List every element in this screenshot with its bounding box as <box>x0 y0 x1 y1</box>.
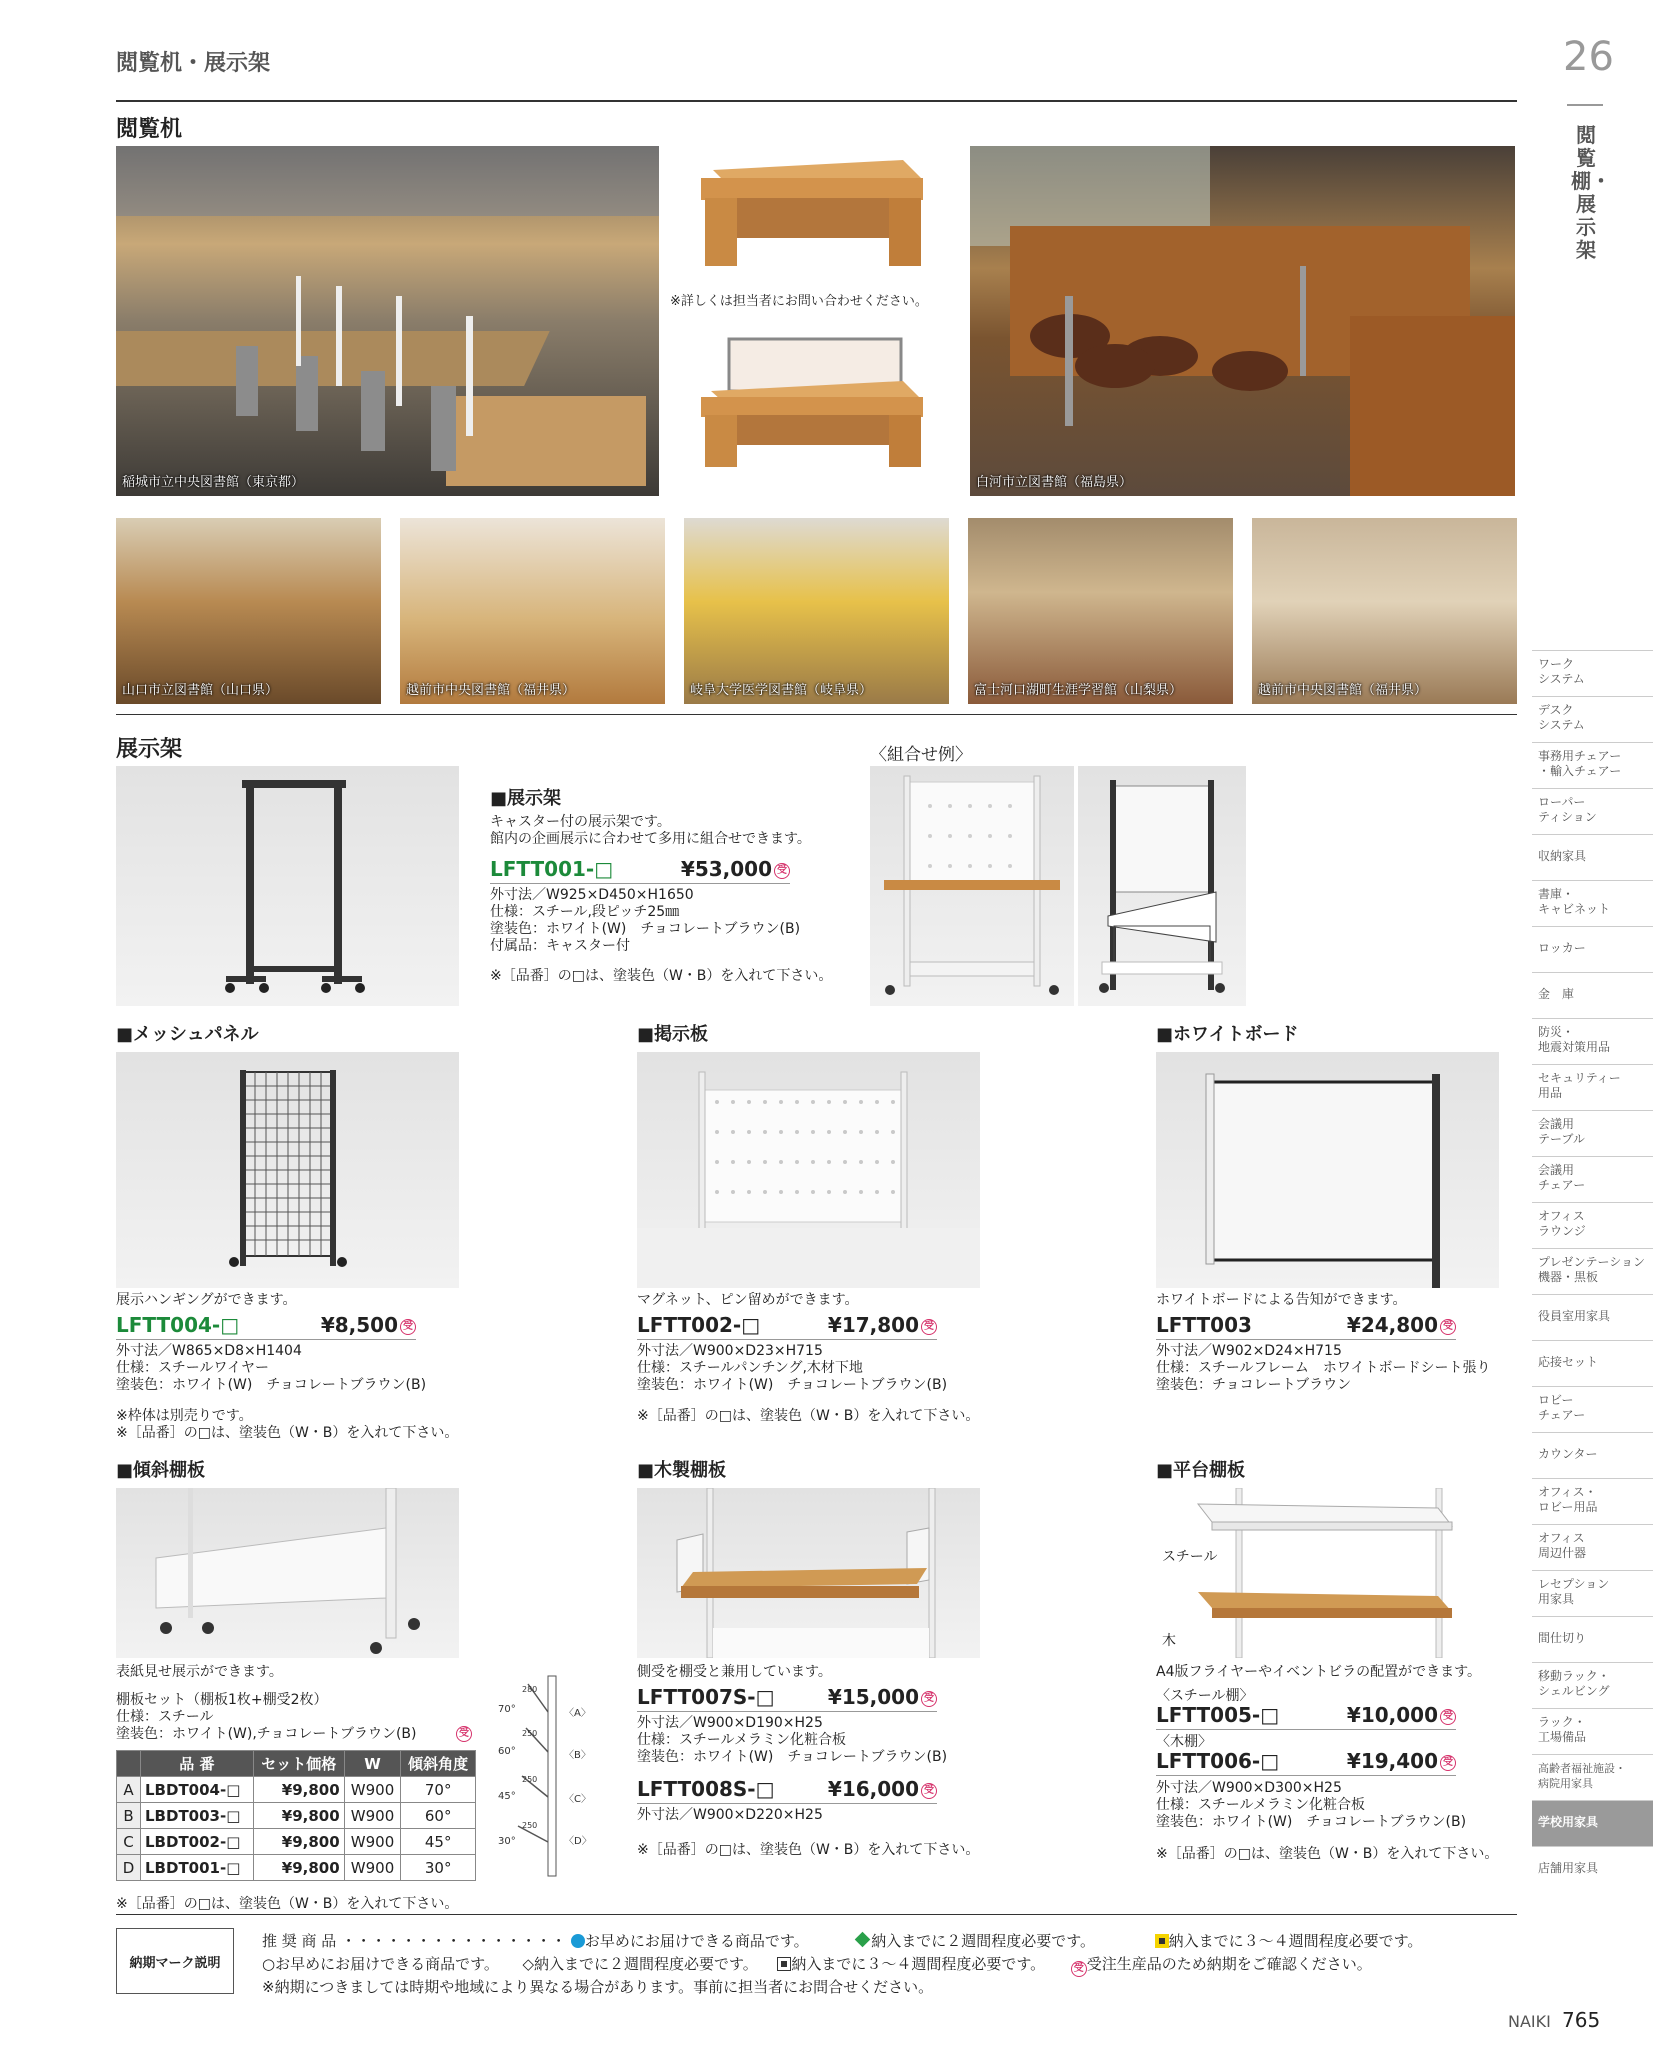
product-code: LFTT004-□ <box>116 1313 240 1337</box>
row-price: ¥9,800 <box>253 1777 344 1803</box>
sidebar-item[interactable] <box>1532 1570 1653 1616</box>
product-code: LFTT002-□ <box>637 1313 761 1337</box>
brand-name: NAIKI <box>1508 2012 1551 2031</box>
mesh-code-row <box>116 1312 416 1340</box>
product-code: LFTT006-□ <box>1156 1749 1280 1773</box>
heading-bulletin-board: ■掲示板 <box>637 1024 709 1045</box>
sidebar-item[interactable] <box>1532 1340 1653 1386</box>
whiteboard-desc: ホワイトボードによる告知ができます。 <box>1156 1292 1407 1308</box>
legend-text: 納入までに２週間程度必要です。 <box>871 1932 1096 1950</box>
heading-display-rack: ■展示架 <box>490 788 562 809</box>
slant-desc: 表紙見せ展示ができます。 <box>116 1664 283 1680</box>
made-to-order-mark: 受 <box>1440 1755 1456 1771</box>
product-price: ¥8,500 <box>320 1313 398 1337</box>
spec-line: 仕様：スチール <box>116 1709 214 1725</box>
slant-specs <box>116 1692 416 1743</box>
sidebar-item[interactable] <box>1532 1708 1653 1754</box>
sidebar-item-label: プレゼンテーション 機器・黒板 <box>1538 1255 1646 1284</box>
spec-line: 仕様：スチールメラミン化粧合板 <box>1156 1797 1366 1813</box>
rack-specs <box>490 887 800 955</box>
sidebar-item-label: 会議用 チェアー <box>1538 1163 1586 1192</box>
legend-text: 納入までに３～４週間程度必要です。 <box>1168 1932 1423 1950</box>
section-dash <box>1567 104 1603 106</box>
legend-row-3: ※納期につきましては時期や地域により異なる場合があります。事前に担当者にお問合せください。 <box>262 1978 934 1996</box>
rack-image-frame <box>116 766 459 1006</box>
sidebar-item[interactable] <box>1532 1616 1653 1662</box>
row-angle: 45° <box>401 1829 476 1855</box>
made-to-order-mark: 受 <box>1440 1709 1456 1725</box>
section-rule <box>116 714 1517 715</box>
photo-caption: 越前市中央図書館（福井県） <box>406 683 576 698</box>
wood-specs-2: 外寸法／W900×D220×H25 <box>637 1807 823 1823</box>
row-code: LBDT004-□ <box>141 1777 254 1803</box>
table-row <box>117 1855 476 1881</box>
legend-row-2 <box>262 1953 1372 1977</box>
product-code: LFTT007S-□ <box>637 1685 775 1709</box>
sidebar-item-label: デスク システム <box>1538 703 1585 732</box>
row-angle: 60° <box>401 1803 476 1829</box>
combo-label: 〈組合せ例〉 <box>870 745 972 765</box>
combo-drawing-brown <box>1078 766 1246 1006</box>
flat-code-row-2 <box>1156 1748 1456 1776</box>
sidebar-item-label: レセプション 用家具 <box>1538 1577 1610 1606</box>
row-code: LBDT002-□ <box>141 1829 254 1855</box>
photo-caption: 白河市立図書館（福島県） <box>976 475 1133 490</box>
sidebar-item-school-furniture[interactable] <box>1532 1800 1653 1846</box>
legend-text: お早めにお届けできる商品です。 <box>584 1932 809 1950</box>
header-rule <box>116 100 1517 102</box>
spec-line: 棚板セット（棚板1枚+棚受2枚） <box>116 1692 328 1708</box>
sidebar-item-label: ワーク システム <box>1538 657 1585 686</box>
row-letter: D <box>117 1855 141 1881</box>
sidebar-item[interactable] <box>1532 1478 1653 1524</box>
sidebar-item-label: オフィス 周辺什器 <box>1538 1531 1587 1560</box>
whiteboard-code-row <box>1156 1312 1456 1340</box>
desc-line: キャスター付の展示架です。 <box>490 814 671 830</box>
wood-shelf-drawing <box>637 1488 980 1658</box>
desk-note: ※詳しくは担当者にお問い合わせください。 <box>670 294 928 309</box>
pitch-label: 250 <box>522 1729 538 1738</box>
spec-line: 仕様：スチールワイヤー <box>116 1360 270 1376</box>
section-number: 26 <box>1563 34 1614 80</box>
sidebar-item-label: 高齢者福祉施設・ 病院用家具 <box>1538 1762 1626 1790</box>
spec-line: 外寸法／W900×D23×H715 <box>637 1343 823 1359</box>
spec-line: 付属品：キャスター付 <box>490 938 630 954</box>
row-code: LBDT001-□ <box>141 1855 254 1881</box>
sidebar-item[interactable] <box>1532 1018 1653 1064</box>
mesh-panel-image <box>116 1052 459 1288</box>
sidebar-item[interactable] <box>1532 696 1653 742</box>
flat-sub-steel: 〈スチール棚〉 <box>1156 1688 1254 1704</box>
table-header-blank <box>117 1751 141 1777</box>
vertical-title: 閲覧棚・展示架 <box>1571 123 1611 262</box>
sidebar-item[interactable] <box>1532 1432 1653 1478</box>
sidebar-item-label: 応接セット <box>1538 1355 1599 1369</box>
slant-shelf-table <box>116 1750 476 1881</box>
made-to-order-mark: 受 <box>456 1726 472 1742</box>
slant-footnote: ※［品番］の□は、塗装色（W・B）を入れて下さい。 <box>116 1896 459 1912</box>
row-code: LBDT003-□ <box>141 1803 254 1829</box>
sidebar-item-label: 店舗用家具 <box>1538 1861 1599 1875</box>
combo-image-brown <box>1078 766 1246 1006</box>
flat-code-row-1 <box>1156 1702 1456 1730</box>
heading-whiteboard: ■ホワイトボード <box>1156 1024 1299 1045</box>
spec-line: 外寸法／W902×D24×H715 <box>1156 1343 1342 1359</box>
sidebar-item-label: 会議用 テーブル <box>1538 1117 1585 1146</box>
rack-description <box>490 814 811 848</box>
table-header: 傾斜角度 <box>401 1751 476 1777</box>
sidebar-item[interactable] <box>1532 1846 1653 1892</box>
board-specs <box>637 1343 947 1394</box>
legend-text: 受注生産品のため納期をご確認ください。 <box>1086 1955 1372 1973</box>
photo-gifu-university <box>684 518 949 704</box>
photo-caption: 岐阜大学医学図書館（岐阜県） <box>690 683 873 698</box>
product-price: ¥24,800 <box>1346 1313 1438 1337</box>
row-letter: B <box>117 1803 141 1829</box>
diagram-letter: 〈D〉 <box>564 1836 592 1847</box>
wood-shelf-image <box>637 1488 980 1658</box>
made-to-order-mark: 受 <box>400 1319 416 1335</box>
sidebar-item-label: ロビー チェアー <box>1538 1393 1586 1422</box>
spec-line: 外寸法／W900×D300×H25 <box>1156 1780 1342 1796</box>
sidebar-item[interactable] <box>1532 1524 1653 1570</box>
made-to-order-icon: 受 <box>1071 1961 1087 1977</box>
spec-line: 外寸法／W900×D190×H25 <box>637 1715 823 1731</box>
spec-line: 仕様：スチールメラミン化粧合板 <box>637 1732 847 1748</box>
made-to-order-mark: 受 <box>774 863 790 879</box>
photo-illustration <box>970 146 1515 496</box>
spec-line: 仕様：スチール,段ピッチ25㎜ <box>490 904 680 920</box>
mesh-specs <box>116 1343 426 1394</box>
diagram-letter: 〈A〉 <box>564 1708 591 1719</box>
sidebar-item[interactable] <box>1532 1662 1653 1708</box>
whiteboard-specs <box>1156 1343 1490 1394</box>
label-steel: スチール <box>1162 1549 1218 1565</box>
board-desc: マグネット、ピン留めができます。 <box>637 1292 859 1308</box>
product-code: LFTT003 <box>1156 1313 1252 1337</box>
sidebar-item[interactable] <box>1532 1064 1653 1110</box>
photo-fujikawaguchiko <box>968 518 1233 704</box>
product-price: ¥17,800 <box>827 1313 919 1337</box>
board-footnote: ※［品番］の□は、塗装色（W・B）を入れて下さい。 <box>637 1408 980 1424</box>
flat-sub-wood: 〈木棚〉 <box>1156 1734 1212 1750</box>
photo-caption: 越前市中央図書館（福井県） <box>1258 683 1428 698</box>
product-code: LFTT008S-□ <box>637 1777 775 1801</box>
sidebar-item[interactable] <box>1532 650 1653 696</box>
bulletin-board-image <box>637 1052 980 1288</box>
product-price: ¥10,000 <box>1346 1703 1438 1727</box>
made-to-order-mark: 受 <box>1440 1319 1456 1335</box>
diagram-letter: 〈C〉 <box>564 1794 591 1805</box>
flat-specs <box>1156 1780 1466 1831</box>
table-header: W <box>344 1751 401 1777</box>
slant-shelf-image <box>116 1488 459 1658</box>
row-price: ¥9,800 <box>253 1829 344 1855</box>
sidebar-item[interactable] <box>1532 742 1653 788</box>
slant-shelf-drawing <box>116 1488 459 1658</box>
flat-shelf-drawing <box>1156 1488 1499 1658</box>
desk-image-with-panel <box>693 335 933 470</box>
row-price: ¥9,800 <box>253 1803 344 1829</box>
sidebar-item[interactable] <box>1532 1156 1653 1202</box>
row-letter: A <box>117 1777 141 1803</box>
spec-line: 外寸法／W865×D8×H1404 <box>116 1343 302 1359</box>
wood-code-row-1 <box>637 1684 937 1712</box>
wood-code-row-2 <box>637 1776 937 1804</box>
sidebar-item[interactable] <box>1532 1248 1653 1294</box>
page-number: 765 <box>1562 2008 1601 2032</box>
row-letter: C <box>117 1829 141 1855</box>
spec-line: 塗装色：ホワイト(W) チョコレートブラウン(B) <box>490 921 801 937</box>
legend-text: 納入までに３～４週間程度必要です。 <box>791 1955 1046 1973</box>
table-header: セット価格 <box>253 1751 344 1777</box>
board-drawing <box>637 1052 980 1288</box>
slant-angle-diagram <box>488 1672 598 1882</box>
sidebar-item[interactable] <box>1532 926 1653 972</box>
flat-shelf-image <box>1156 1488 1499 1658</box>
sidebar-item[interactable] <box>1532 1386 1653 1432</box>
mesh-drawing <box>116 1052 459 1288</box>
sidebar-item-label: カウンター <box>1538 1447 1598 1461</box>
heading-slant-shelf: ■傾斜棚板 <box>116 1460 206 1481</box>
heading-wood-shelf: ■木製棚板 <box>637 1460 727 1481</box>
blue-dot-icon <box>571 1934 585 1948</box>
sidebar-item-label: ラック・ 工場備品 <box>1538 1715 1587 1744</box>
whiteboard-drawing <box>1156 1052 1499 1288</box>
flat-desc: A4版フライヤーやイベントビラの配置ができます。 <box>1156 1664 1481 1680</box>
sidebar-item[interactable] <box>1532 1294 1653 1340</box>
photo-inagi-library <box>116 146 659 496</box>
row-price: ¥9,800 <box>253 1855 344 1881</box>
sidebar-item-label: 金 庫 <box>1538 987 1575 1001</box>
table-header: 品 番 <box>141 1751 254 1777</box>
made-to-order-mark: 受 <box>921 1319 937 1335</box>
footnote-line: ※［品番］の□は、塗装色（W・B）を入れて下さい。 <box>116 1425 459 1441</box>
sidebar-item[interactable] <box>1532 834 1653 880</box>
section-title-display-rack: 展示架 <box>116 737 183 762</box>
product-price: ¥16,000 <box>827 1777 919 1801</box>
spec-line: 塗装色：ホワイト(W) チョコレートブラウン(B) <box>637 1377 948 1393</box>
sidebar-item-label: 役員室用家具 <box>1538 1309 1611 1323</box>
mesh-desc: 展示ハンギングができます。 <box>116 1292 297 1308</box>
boxed-square-icon <box>777 1957 791 1971</box>
combo-image-white <box>870 766 1074 1006</box>
legend-text: ◇納入までに２週間程度必要です。 <box>522 1955 758 1973</box>
product-price: ¥19,400 <box>1346 1749 1438 1773</box>
sidebar-item-label: セキュリティー 用品 <box>1538 1071 1621 1100</box>
wood-footnote: ※［品番］の□は、塗装色（W・B）を入れて下さい。 <box>637 1842 980 1858</box>
sidebar-item[interactable] <box>1532 972 1653 1018</box>
legend-text: ○お早めにお届けできる商品です。 <box>262 1955 499 1973</box>
desc-line: 館内の企画展示に合わせて多用に組合せできます。 <box>490 831 811 847</box>
row-width: W900 <box>344 1829 401 1855</box>
sidebar-item-label: 防災・ 地震対策用品 <box>1538 1025 1611 1054</box>
sidebar-item-label: ローパー ティション <box>1538 795 1597 824</box>
photo-echizen-library-1 <box>400 518 665 704</box>
sidebar-item[interactable] <box>1532 788 1653 834</box>
angle-label: 45° <box>498 1791 516 1802</box>
combo-drawing-white <box>870 766 1074 1006</box>
sidebar-item-label: 書庫・ キャビネット <box>1538 887 1611 916</box>
sidebar-item-label: 収納家具 <box>1538 849 1587 863</box>
spec-line: 仕様：スチールパンチング,木材下地 <box>637 1360 863 1376</box>
table-header-row <box>117 1751 476 1777</box>
product-code: LFTT001-□ <box>490 857 614 881</box>
footnote-line: ※枠体は別売りです。 <box>116 1408 253 1424</box>
product-price: ¥15,000 <box>827 1685 919 1709</box>
sidebar-item-label: オフィス・ ロビー用品 <box>1538 1485 1598 1514</box>
photo-yamaguchi-library <box>116 518 381 704</box>
product-price: ¥53,000 <box>680 857 772 881</box>
depth-label: 280 <box>522 1685 538 1694</box>
sidebar-item[interactable] <box>1532 1202 1653 1248</box>
sidebar-item-label: 間仕切り <box>1538 1631 1587 1645</box>
section-title-reading-desk: 閲覧机 <box>116 117 183 142</box>
flat-footnote: ※［品番］の□は、塗装色（W・B）を入れて下さい。 <box>1156 1846 1499 1862</box>
spec-line: 塗装色：ホワイト(W),チョコレートブラウン(B) <box>116 1726 417 1742</box>
legend-rule <box>116 1914 1517 1915</box>
heading-flat-shelf: ■平台棚板 <box>1156 1460 1246 1481</box>
photo-echizen-library-2 <box>1252 518 1517 704</box>
angle-label: 60° <box>498 1746 516 1757</box>
table-row <box>117 1829 476 1855</box>
made-to-order-mark: 受 <box>921 1783 937 1799</box>
spec-line: 塗装色：ホワイト(W) チョコレートブラウン(B) <box>637 1749 948 1765</box>
sidebar-item-label: 移動ラック・ シェルビング <box>1538 1669 1610 1698</box>
sidebar-item[interactable] <box>1532 1754 1653 1800</box>
delivery-legend-box: 納期マーク説明 <box>116 1928 234 1994</box>
sidebar-item-label: オフィス ラウンジ <box>1538 1209 1586 1238</box>
spec-line: 塗装色：チョコレートブラウン <box>1156 1377 1352 1393</box>
page-category: 閲覧机・展示架 <box>116 51 271 76</box>
photo-caption: 富士河口湖町生涯学習館（山梨県） <box>974 683 1183 698</box>
row-width: W900 <box>344 1855 401 1881</box>
row-angle: 70° <box>401 1777 476 1803</box>
sidebar-item-label: 事務用チェアー ・輸入チェアー <box>1538 749 1622 778</box>
row-width: W900 <box>344 1803 401 1829</box>
green-diamond-icon <box>855 1932 871 1948</box>
spec-line: 外寸法／W925×D450×H1650 <box>490 887 694 903</box>
mesh-footnotes <box>116 1408 458 1442</box>
whiteboard-image <box>1156 1052 1499 1288</box>
product-code: LFTT005-□ <box>1156 1703 1280 1727</box>
yellow-square-icon <box>1155 1934 1169 1948</box>
legend-row-1 <box>262 1930 1422 1951</box>
legend-text: 推 奨 商 品 ・・・・・・・・・・・・・・・ <box>262 1932 567 1950</box>
spec-line: 塗装色：ホワイト(W) チョコレートブラウン(B) <box>116 1377 427 1393</box>
table-row <box>117 1803 476 1829</box>
spec-line: 塗装色：ホワイト(W) チョコレートブラウン(B) <box>1156 1814 1467 1830</box>
row-angle: 30° <box>401 1855 476 1881</box>
sidebar-item[interactable] <box>1532 880 1653 926</box>
spec-line: 仕様：スチールフレーム ホワイトボードシート張り <box>1156 1360 1491 1376</box>
photo-caption: 山口市立図書館（山口県） <box>122 683 279 698</box>
frame-drawing <box>116 766 459 1006</box>
photo-illustration <box>116 146 659 496</box>
row-width: W900 <box>344 1777 401 1803</box>
pitch-label: 250 <box>522 1821 538 1830</box>
made-to-order-mark: 受 <box>921 1691 937 1707</box>
heading-mesh-panel: ■メッシュパネル <box>116 1024 259 1045</box>
label-wood: 木 <box>1162 1633 1176 1649</box>
desk-image-plain <box>693 150 933 270</box>
sidebar-item-label: ロッカー <box>1538 941 1586 955</box>
table-row <box>117 1777 476 1803</box>
angle-label: 30° <box>498 1836 516 1847</box>
wood-desc: 側受を棚受と兼用しています。 <box>637 1664 832 1680</box>
photo-shirakawa-library <box>970 146 1515 496</box>
sidebar-item-label: 学校用家具 <box>1538 1815 1599 1829</box>
wood-specs-1 <box>637 1715 947 1766</box>
product-code-row <box>490 856 790 884</box>
sidebar-item[interactable] <box>1532 1110 1653 1156</box>
board-code-row <box>637 1312 937 1340</box>
diagram-letter: 〈B〉 <box>564 1750 591 1761</box>
photo-caption: 稲城市立中央図書館（東京都） <box>122 475 305 490</box>
angle-label: 70° <box>498 1704 516 1715</box>
pitch-label: 250 <box>522 1775 538 1784</box>
rack-footnote: ※［品番］の□は、塗装色（W・B）を入れて下さい。 <box>490 968 833 984</box>
